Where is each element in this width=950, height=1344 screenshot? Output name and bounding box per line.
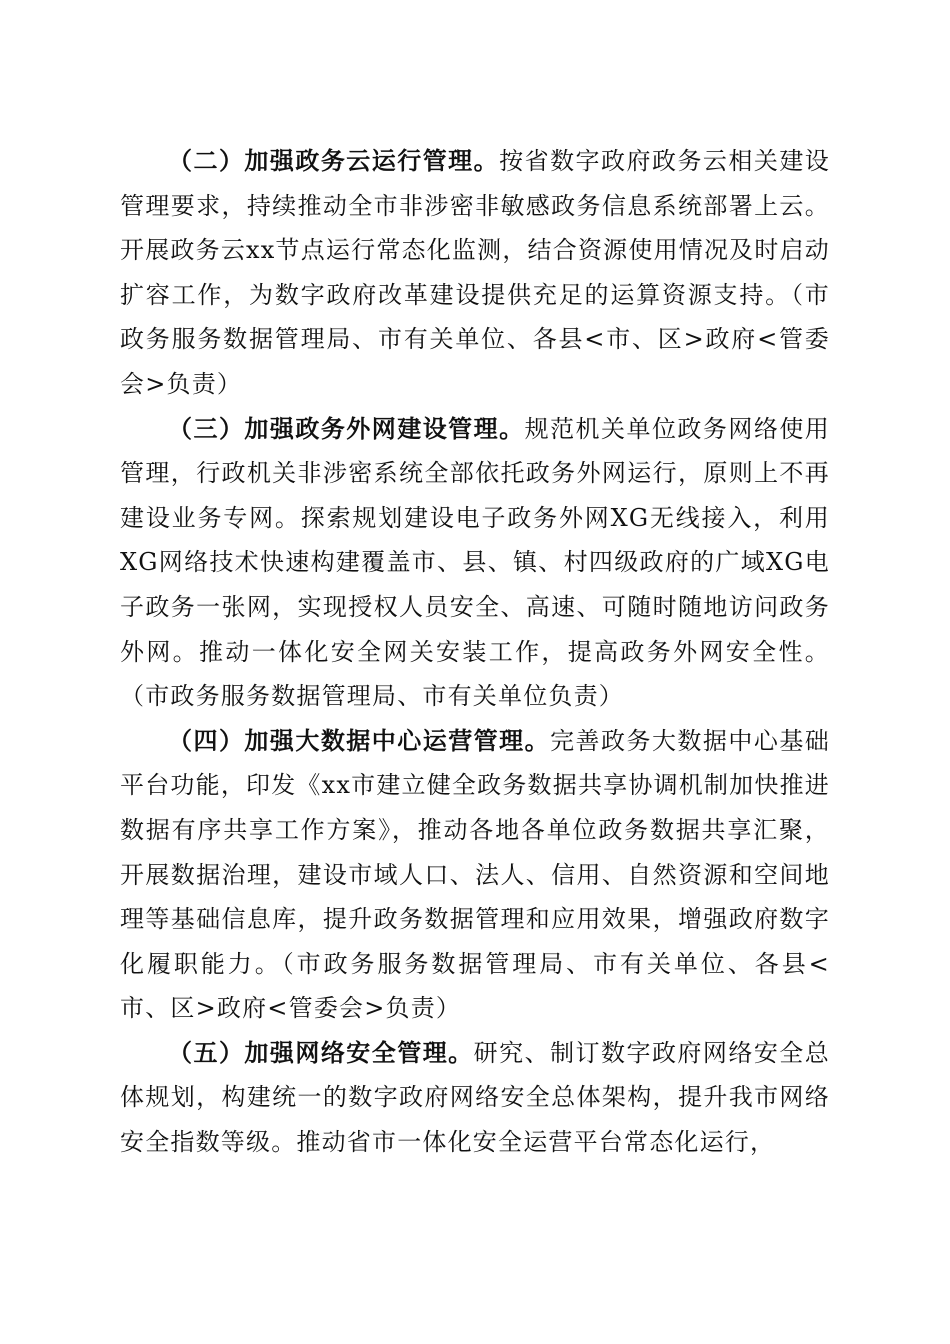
paragraph-network-security (120, 1031, 830, 1165)
paragraph-heading: （二）加强政务云运行管理。 (168, 146, 500, 175)
paragraph-text: 研究、制订数字政府网络安全总体规划，构建统一的数字政府网络安全总体架构，提升我市网络安全指数等级。推动省市一体化安全运营平台常态化运行， (120, 1038, 830, 1157)
paragraph-big-data-center (120, 719, 830, 1031)
paragraph-gov-cloud (120, 139, 830, 407)
paragraph-text: 按省数字政府政务云相关建设管理要求，持续推动全市非涉密非敏感政务信息系统部署上云。开展政务云xx节点运行常态化监测，结合资源使用情况及时启动扩容工作，为数字政府改革建设提供充足的运算资源支持。（市政务服务数据管理局、市有关单位、各县<市、区>政府<管委会>负责） (120, 147, 830, 398)
paragraph-gov-extranet (120, 407, 830, 719)
paragraph-text: 完善政务大数据中心基础平台功能，印发《xx市建立健全政务数据共享协调机制加快推进数据有序共享工作方案》，推动各地各单位政务数据共享汇聚，开展数据治理，建设市域人口、法人、信用、自然资源和空间地理等基础信息库，提升政务数据管理和应用效果，增强政府数字化履职能力。（市政务服务数据管理局、市有关单位、各县<市、区>政府<管委会>负责） (120, 726, 830, 1023)
paragraph-heading: （三）加强政务外网建设管理。 (168, 413, 525, 443)
paragraph-heading: （五）加强网络安全管理。 (168, 1037, 474, 1067)
paragraph-heading: （四）加强大数据中心运营管理。 (168, 725, 551, 755)
document-body (120, 139, 830, 1165)
paragraph-text: 规范机关单位政务网络使用管理，行政机关非涉密系统全部依托政务外网运行，原则上不再建设业务专网。探索规划建设电子政务外网XG无线接入，利用XG网络技术快速构建覆盖市、县、镇、村四级政府的广域XG电子政务一张网，实现授权人员安全、高速、可随时随地访问政务外网。推动一体化安全网关安装工作，提高政务外网安全性。（市政务服务数据管理局、市有关单位负责） (120, 414, 830, 711)
